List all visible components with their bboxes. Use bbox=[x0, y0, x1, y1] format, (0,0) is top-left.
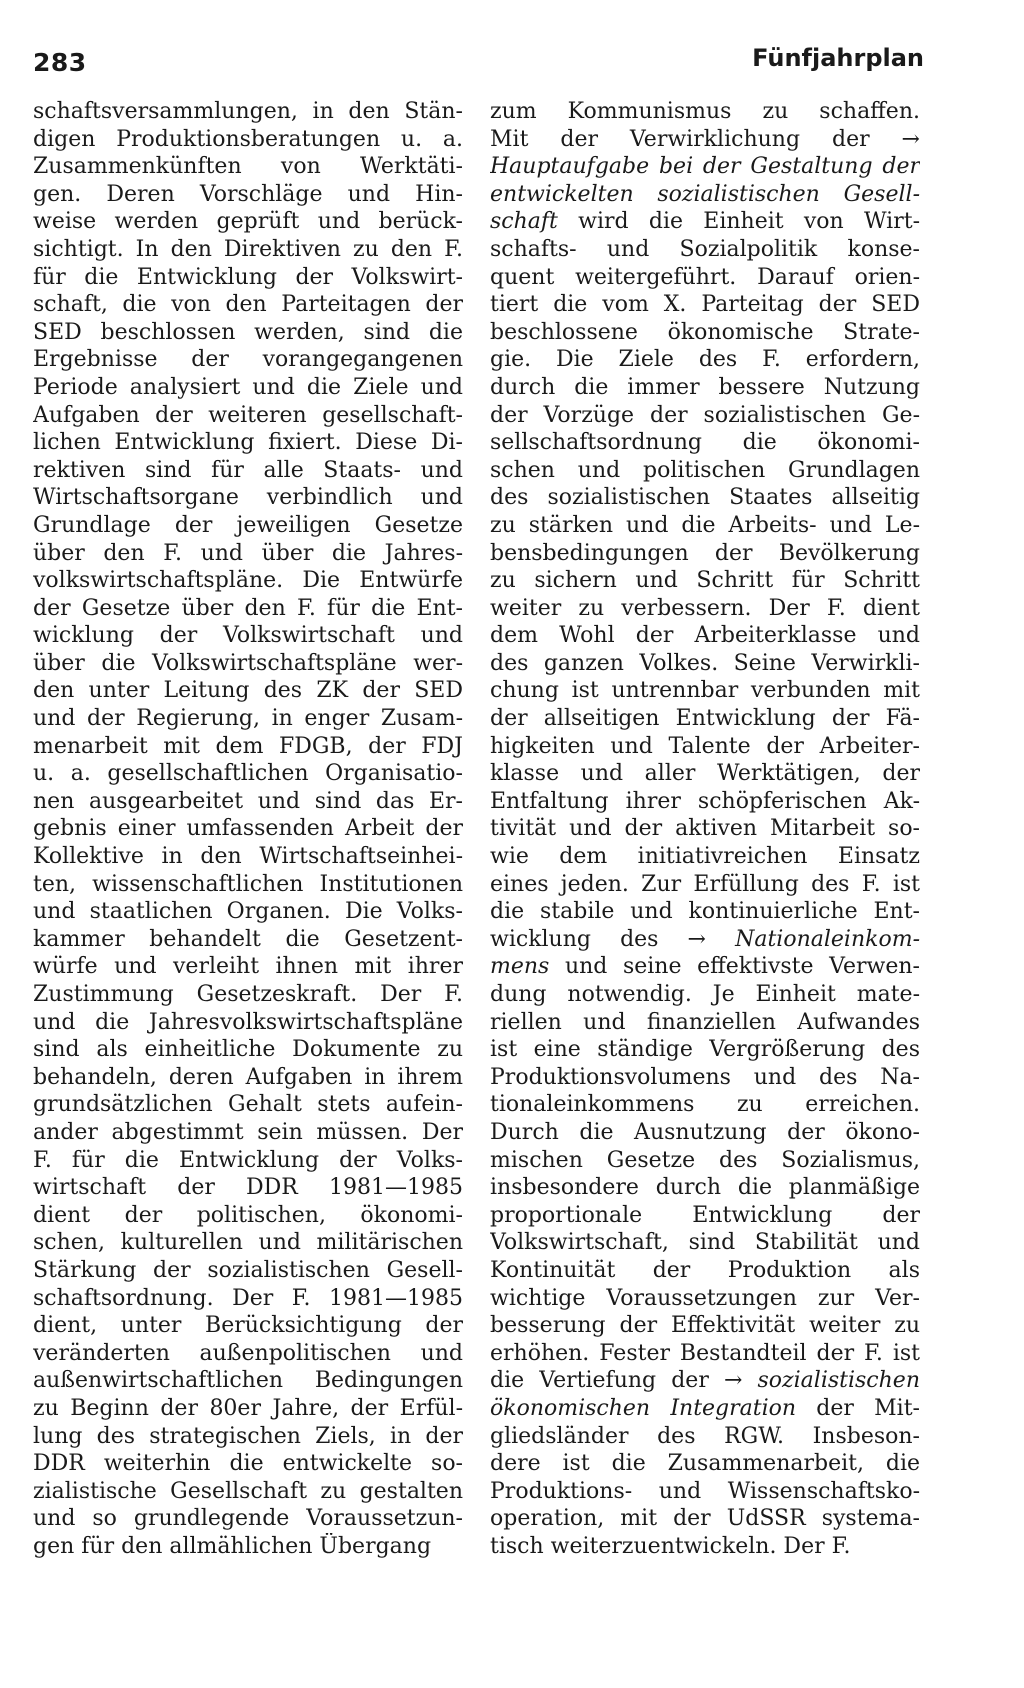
text-line: außenwirtschaftlichen Bedingungen bbox=[33, 1368, 463, 1394]
text-line: dient, unter Berücksichtigung der bbox=[33, 1313, 463, 1339]
text-segment: ökonomischen Integration bbox=[490, 1395, 797, 1421]
text-line: ander abgestimmt sein müssen. Der bbox=[33, 1119, 463, 1145]
text-line: dere ist die Zusammenarbeit, die bbox=[490, 1451, 920, 1477]
text-segment: und seine effektivste Verwen- bbox=[549, 954, 920, 980]
right-column bbox=[490, 98, 920, 1560]
text-line: schaftsversammlungen, in den Stän- bbox=[33, 99, 463, 124]
text-line: lung des strategischen Ziels, in der bbox=[33, 1423, 463, 1449]
text-line: der Vorzüge der sozialistischen Ge- bbox=[490, 402, 920, 428]
text-line: gen. Deren Vorschläge und Hin- bbox=[33, 181, 463, 207]
text-segment: schaft bbox=[490, 209, 558, 235]
text-line: gebnis einer umfassenden Arbeit der bbox=[33, 816, 463, 842]
text-line: rektiven sind für alle Staats- und bbox=[33, 457, 463, 483]
text-line: Stärkung der sozialistischen Gesell- bbox=[33, 1257, 463, 1283]
text-line: und der Regierung, in enger Zusam- bbox=[33, 706, 463, 732]
text-line: schafts- und Sozialpolitik konse- bbox=[490, 236, 920, 262]
text-line: erhöhen. Fester Bestandteil der F. ist bbox=[490, 1340, 920, 1366]
text-segment: die Vertiefung der → bbox=[490, 1368, 758, 1394]
text-line: chung ist untrennbar verbunden mit bbox=[490, 678, 920, 704]
text-line: wichtige Voraussetzungen zur Ver- bbox=[490, 1285, 920, 1311]
text-line: und staatlichen Organen. Die Volks- bbox=[33, 899, 463, 925]
text-line: Kollektive in den Wirtschaftseinhei- bbox=[33, 844, 463, 870]
text-line: besserung der Effektivität weiter zu bbox=[490, 1313, 920, 1339]
text-line: Grundlage der jeweiligen Gesetze bbox=[33, 512, 463, 538]
text-line: gliedsländer des RGW. Insbeson- bbox=[490, 1423, 920, 1449]
text-line: Mit der Verwirklichung der → bbox=[490, 126, 920, 152]
text-line: sellschaftsordnung die ökonomi- bbox=[490, 430, 920, 456]
text-line: weiter zu verbessern. Der F. dient bbox=[490, 595, 920, 621]
page-number: 283 bbox=[33, 48, 87, 77]
text-line: dient der politischen, ökonomi- bbox=[33, 1202, 463, 1228]
text-line bbox=[490, 926, 920, 954]
text-line: behandeln, deren Aufgaben in ihrem bbox=[33, 1064, 463, 1090]
text-line: Periode analysiert und die Ziele und bbox=[33, 374, 463, 400]
text-line: eines jeden. Zur Erfüllung des F. ist bbox=[490, 871, 920, 897]
text-line: wirtschaft der DDR 1981—1985 bbox=[33, 1175, 463, 1201]
text-line: zum Kommunismus zu schaffen. bbox=[490, 99, 920, 124]
text-line: higkeiten und Talente der Arbeiter- bbox=[490, 733, 920, 759]
text-line: Volkswirtschaft, sind Stabilität und bbox=[490, 1230, 920, 1256]
text-line: insbesondere durch die planmäßige bbox=[490, 1175, 920, 1201]
text-line bbox=[490, 208, 920, 236]
text-line: durch die immer bessere Nutzung bbox=[490, 374, 920, 400]
text-line: schen, kulturellen und militärischen bbox=[33, 1230, 463, 1256]
text-line: wicklung der Volkswirtschaft und bbox=[33, 623, 463, 649]
text-line: riellen und finanziellen Aufwandes bbox=[490, 1009, 920, 1035]
text-line: Wirtschaftsorgane verbindlich und bbox=[33, 485, 463, 511]
text-line: und die Jahresvolkswirtschaftspläne bbox=[33, 1009, 463, 1035]
text-line: tionaleinkommens zu erreichen. bbox=[490, 1092, 920, 1118]
text-line: SED beschlossen werden, sind die bbox=[33, 319, 463, 345]
text-line: wie dem initiativreichen Einsatz bbox=[490, 844, 920, 870]
text-line: tisch weiterzuentwickeln. Der F. bbox=[490, 1533, 851, 1559]
text-line: zu sichern und Schritt für Schritt bbox=[490, 568, 920, 594]
text-line: weise werden geprüft und berück- bbox=[33, 209, 463, 235]
text-line: Zusammenkünften von Werktäti- bbox=[33, 154, 463, 180]
text-line: proportionale Entwicklung der bbox=[490, 1202, 920, 1228]
text-line: über die Volkswirtschaftspläne wer- bbox=[33, 650, 463, 676]
text-line: Aufgaben der weiteren gesellschaft- bbox=[33, 402, 463, 428]
text-line: veränderten außenpolitischen und bbox=[33, 1340, 463, 1366]
text-line bbox=[490, 953, 920, 981]
text-line: die stabile und kontinuierliche Ent- bbox=[490, 899, 920, 925]
text-segment: wird die Einheit von Wirt- bbox=[557, 209, 920, 235]
text-line: gen für den allmählichen Übergang bbox=[33, 1533, 432, 1559]
text-line: digen Produktionsberatungen u. a. bbox=[33, 126, 463, 152]
text-line: kammer behandelt die Gesetzent- bbox=[33, 926, 463, 952]
text-line: operation, mit der UdSSR systema- bbox=[490, 1506, 920, 1532]
text-line: sind als einheitliche Dokumente zu bbox=[33, 1037, 463, 1063]
text-line bbox=[490, 1367, 920, 1395]
text-line: schaft, die von den Parteitagen der bbox=[33, 292, 463, 318]
text-line: gie. Die Ziele des F. erfordern, bbox=[490, 347, 920, 373]
text-line: ist eine ständige Vergrößerung des bbox=[490, 1037, 920, 1063]
text-line: der Gesetze über den F. für die Ent- bbox=[33, 595, 463, 621]
left-column bbox=[33, 98, 463, 1560]
text-segment: der Mit- bbox=[796, 1395, 920, 1421]
text-line: und so grundlegende Voraussetzun- bbox=[33, 1506, 463, 1532]
text-line: menarbeit mit dem FDGB, der FDJ bbox=[33, 733, 463, 759]
text-line: dung notwendig. Je Einheit mate- bbox=[490, 982, 920, 1007]
text-line: klasse und aller Werktätigen, der bbox=[490, 761, 920, 787]
text-line: volkswirtschaftspläne. Die Entwürfe bbox=[33, 568, 463, 594]
text-line: F. für die Entwicklung der Volks- bbox=[33, 1147, 463, 1173]
text-line: schaftsordnung. Der F. 1981—1985 bbox=[33, 1285, 463, 1311]
text-line: des ganzen Volkes. Seine Verwirkli- bbox=[490, 650, 920, 676]
text-line: für die Entwicklung der Volkswirt- bbox=[33, 264, 463, 290]
text-line: zu stärken und die Arbeits- und Le- bbox=[490, 512, 920, 538]
text-line: der allseitigen Entwicklung der Fä- bbox=[490, 706, 920, 732]
text-line: ten, wissenschaftlichen Institutionen bbox=[33, 871, 463, 897]
text-line: Produktions- und Wissenschaftsko- bbox=[490, 1478, 920, 1504]
text-line: dem Wohl der Arbeiterklasse und bbox=[490, 623, 920, 649]
text-line: bensbedingungen der Bevölkerung bbox=[490, 540, 920, 566]
text-line: sichtigt. In den Direktiven zu den F. bbox=[33, 236, 463, 262]
text-line: mischen Gesetze des Sozialismus, bbox=[490, 1147, 920, 1173]
text-line: DDR weiterhin die entwickelte so- bbox=[33, 1451, 463, 1477]
text-line bbox=[490, 1395, 920, 1423]
text-line: quent weitergeführt. Darauf orien- bbox=[490, 264, 920, 290]
text-line: tiert die vom X. Parteitag der SED bbox=[490, 292, 920, 318]
text-segment: sozialistischen bbox=[757, 1368, 920, 1394]
text-line: lichen Entwicklung fixiert. Diese Di- bbox=[33, 430, 463, 456]
text-segment: Nationaleinkom- bbox=[735, 926, 920, 952]
text-segment: wicklung des → bbox=[490, 926, 736, 952]
text-line: Kontinuität der Produktion als bbox=[490, 1257, 920, 1283]
text-line: Durch die Ausnutzung der ökono- bbox=[490, 1119, 920, 1145]
text-line: u. a. gesellschaftlichen Organisatio- bbox=[33, 761, 463, 787]
text-line: grundsätzlichen Gehalt stets aufein- bbox=[33, 1092, 463, 1118]
text-line: Entfaltung ihrer schöpferischen Ak- bbox=[490, 788, 920, 814]
text-line: tivität und der aktiven Mitarbeit so- bbox=[490, 816, 920, 842]
text-line: Ergebnisse der vorangegangenen bbox=[33, 347, 463, 373]
text-line: Produktionsvolumens und des Na- bbox=[490, 1064, 920, 1090]
text-line: schen und politischen Grundlagen bbox=[490, 457, 920, 483]
text-line: Zustimmung Gesetzeskraft. Der F. bbox=[33, 982, 463, 1007]
text-line: nen ausgearbeitet und sind das Er- bbox=[33, 788, 463, 814]
text-line: würfe und verleiht ihnen mit ihrer bbox=[33, 954, 463, 980]
text-line: zialistische Gesellschaft zu gestalten bbox=[33, 1478, 463, 1504]
text-line: entwickelten sozialistischen Gesell- bbox=[490, 181, 920, 207]
text-line: über den F. und über die Jahres- bbox=[33, 540, 463, 566]
text-segment: mens bbox=[490, 954, 550, 980]
text-line: zu Beginn der 80er Jahre, der Erfül- bbox=[33, 1395, 463, 1421]
text-line: Hauptaufgabe bei der Gestaltung der bbox=[490, 154, 920, 180]
running-head: Fünfjahrplan bbox=[752, 44, 924, 72]
text-line: den unter Leitung des ZK der SED bbox=[33, 678, 463, 704]
text-line: beschlossene ökonomische Strate- bbox=[490, 319, 920, 345]
text-line: des sozialistischen Staates allseitig bbox=[490, 485, 920, 511]
